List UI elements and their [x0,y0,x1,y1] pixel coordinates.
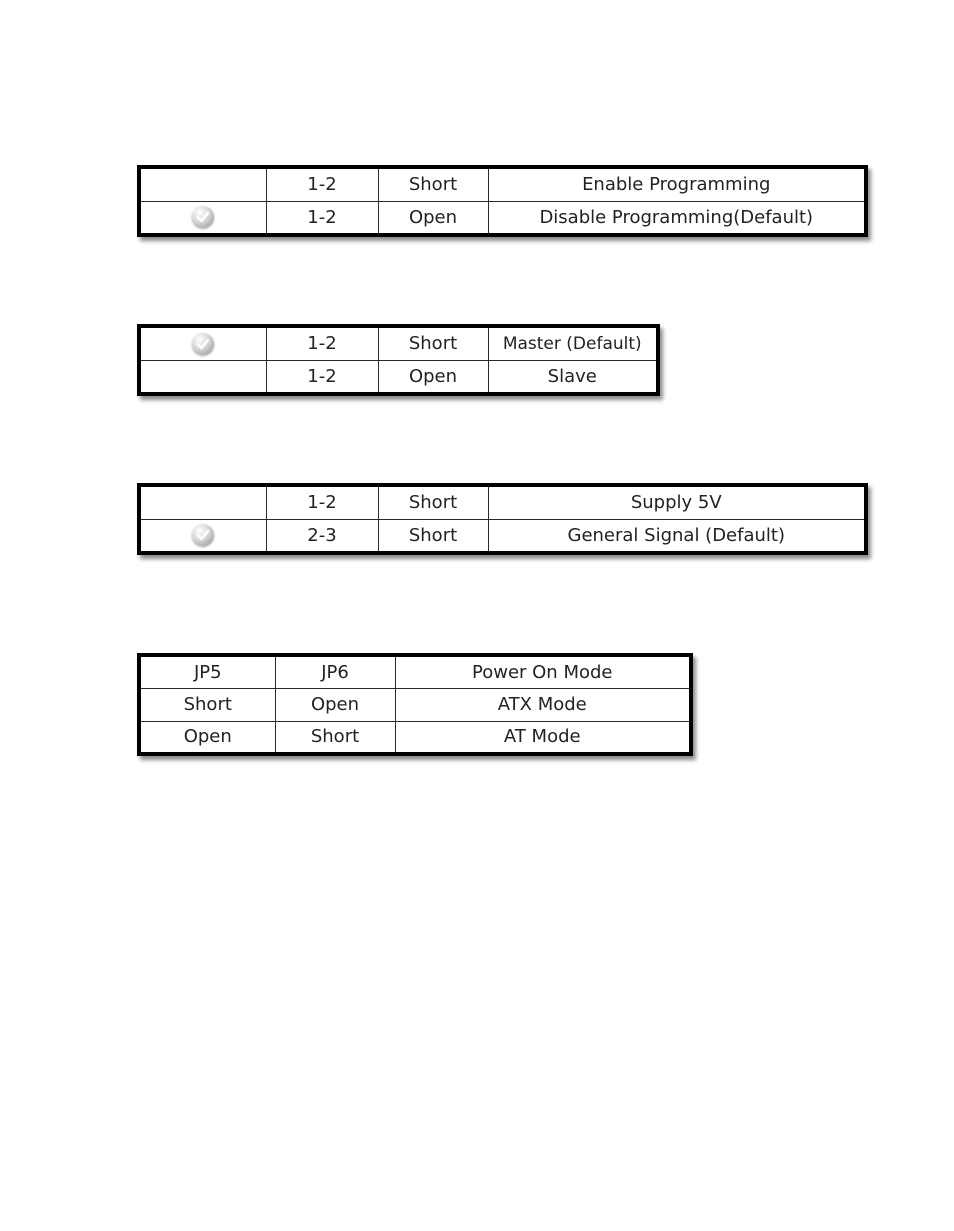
header-jp5: JP5 [139,655,275,688]
state-cell: Open [378,360,488,394]
table-header-row [139,655,691,688]
default-marker-cell [139,201,266,235]
table-row [139,519,866,553]
description-cell: Supply 5V [488,485,866,519]
pins-cell: 1-2 [266,167,378,201]
table-row [139,167,866,201]
jp6-cell: Short [275,721,395,754]
pins-cell: 2-3 [266,519,378,553]
master-slave-jumper-table [137,324,660,396]
pins-cell: 1-2 [266,201,378,235]
table-row [139,360,658,394]
jp5-cell: Short [139,688,275,721]
default-marker-cell [139,485,266,519]
pins-cell: 1-2 [266,360,378,394]
table-row [139,201,866,235]
header-jp6: JP6 [275,655,395,688]
state-cell: Open [378,201,488,235]
state-cell: Short [378,326,488,360]
description-cell: General Signal (Default) [488,519,866,553]
table-row [139,721,691,754]
check-circle-icon [192,524,214,546]
programming-jumper-table [137,165,868,237]
table-row [139,485,866,519]
mode-cell: AT Mode [395,721,691,754]
pins-cell: 1-2 [266,485,378,519]
state-cell: Short [378,167,488,201]
table-row [139,326,658,360]
description-cell: Master (Default) [488,326,658,360]
jp6-cell: Open [275,688,395,721]
default-marker-cell [139,360,266,394]
check-circle-icon [192,206,214,228]
description-cell: Enable Programming [488,167,866,201]
mode-cell: ATX Mode [395,688,691,721]
default-marker-cell [139,519,266,553]
jp5-cell: Open [139,721,275,754]
state-cell: Short [378,485,488,519]
default-marker-cell [139,167,266,201]
pins-cell: 1-2 [266,326,378,360]
check-circle-icon [192,333,214,355]
table-row [139,688,691,721]
supply-signal-jumper-table [137,483,868,555]
header-power-on-mode: Power On Mode [395,655,691,688]
description-cell: Slave [488,360,658,394]
power-on-mode-table [137,653,693,756]
default-marker-cell [139,326,266,360]
state-cell: Short [378,519,488,553]
description-cell: Disable Programming(Default) [488,201,866,235]
